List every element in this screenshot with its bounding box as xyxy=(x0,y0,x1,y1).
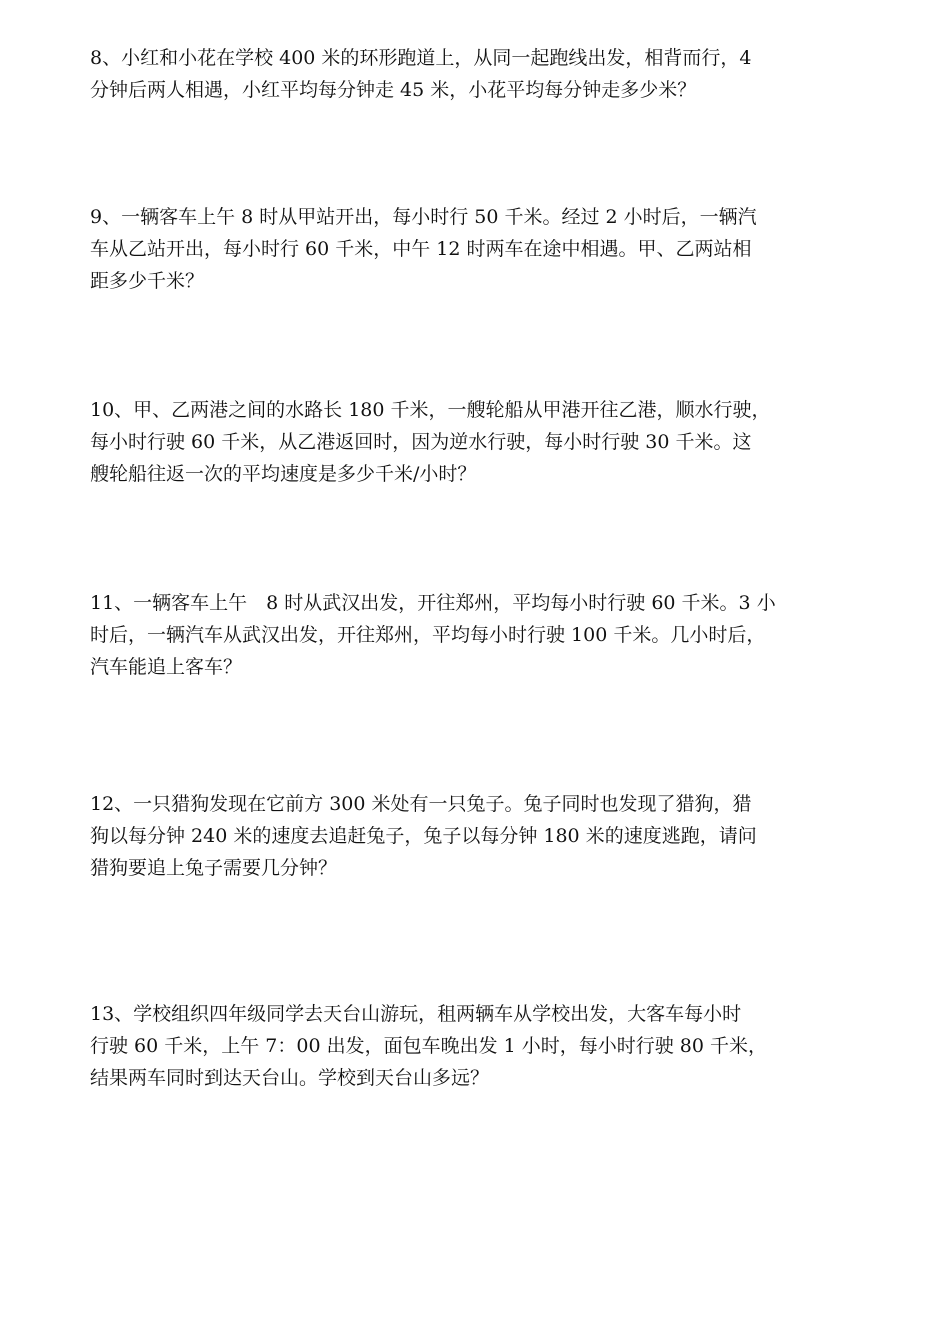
problem-line: 每小时行驶 60 千米，从乙港返回时，因为逆水行驶，每小时行驶 30 千米。这 xyxy=(90,431,752,453)
problem-line: 艘轮船往返一次的平均速度是多少千米/小时？ xyxy=(90,463,477,485)
problem-line: 猎狗要追上兔子需要几分钟？ xyxy=(90,857,338,879)
problem-line: 结果两车同时到达天台山。学校到天台山多远？ xyxy=(90,1067,490,1089)
problem-line: 行驶 60 千米，上午 7：00 出发，面包车晚出发 1 小时，每小时行驶 80 千米， xyxy=(90,1035,768,1057)
problem-line: 车从乙站开出，每小时行 60 千米，中午 12 时两车在途中相遇。甲、乙两站相 xyxy=(90,238,752,260)
problem-12 xyxy=(90,788,862,884)
problem-11 xyxy=(90,587,862,683)
problem-line: 时后，一辆汽车从武汉出发，开往郑州，平均每小时行驶 100 千米。几小时后， xyxy=(90,624,766,646)
problem-line: 狗以每分钟 240 米的速度去追赶兔子，兔子以每分钟 180 米的速度逃跑，请问 xyxy=(90,825,757,847)
problem-9 xyxy=(90,201,862,297)
problem-line: 距多少千米？ xyxy=(90,270,205,292)
problem-line: 分钟后两人相遇，小红平均每分钟走 45 米，小花平均每分钟走多少米？ xyxy=(90,79,697,101)
problem-line: 8、小红和小花在学校 400 米的环形跑道上，从同一起跑线出发，相背而行，4 xyxy=(90,47,752,69)
problem-13 xyxy=(90,998,862,1094)
problem-line: 汽车能追上客车？ xyxy=(90,656,243,678)
problem-8 xyxy=(90,42,862,106)
problem-10 xyxy=(90,394,862,490)
problem-line: 10、甲、乙两港之间的水路长 180 千米，一艘轮船从甲港开往乙港，顺水行驶， xyxy=(90,399,771,421)
problem-line: 13、学校组织四年级同学去天台山游玩，租两辆车从学校出发，大客车每小时 xyxy=(90,1003,742,1025)
problem-line: 12、一只猎狗发现在它前方 300 米处有一只兔子。兔子同时也发现了猎狗，猎 xyxy=(90,793,752,815)
problem-line: 9、一辆客车上午 8 时从甲站开出，每小时行 50 千米。经过 2 小时后，一辆汽 xyxy=(90,206,757,228)
problem-line: 11、一辆客车上午 8 时从武汉出发，开往郑州，平均每小时行驶 60 千米。3 小 xyxy=(90,592,776,614)
